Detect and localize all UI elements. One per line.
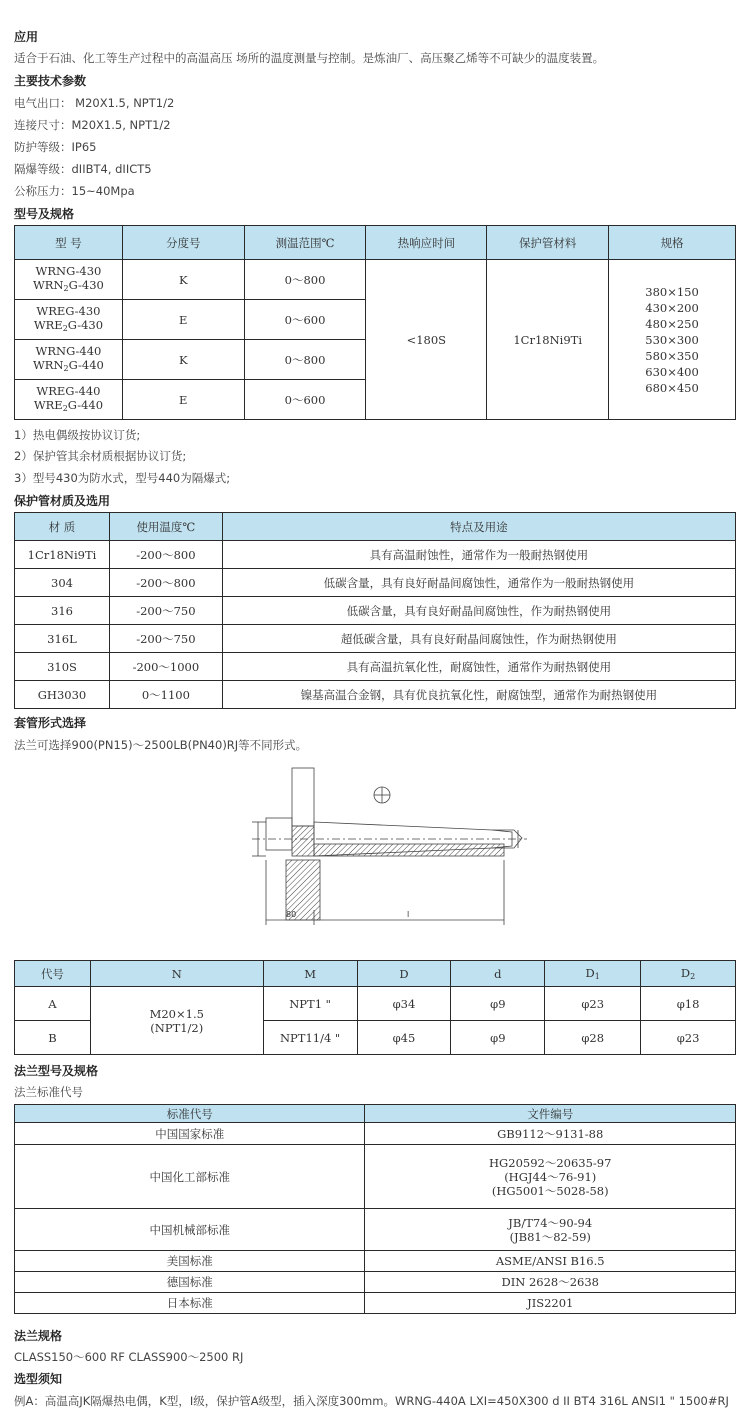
tube-use: 具有高温抗氧化性，耐腐蚀性，通常作为耐热钢使用	[222, 653, 735, 681]
dims-header: M	[263, 961, 357, 987]
tube-heading: 保护管材质及选用	[14, 494, 111, 508]
tube-row	[15, 597, 736, 625]
tube-hatch	[314, 844, 504, 856]
range-cell: 0～800	[244, 260, 366, 300]
tube-use: 镍基高温合金钢，具有优良抗氧化性，耐腐蚀型，通常作为耐热钢使用	[222, 681, 735, 709]
tube-row	[15, 569, 736, 597]
models-heading: 型号及规格	[14, 207, 75, 221]
tube-temp: -200～800	[109, 541, 222, 569]
response-cell: <180S	[366, 260, 487, 420]
flange-row	[15, 1251, 736, 1272]
sleeve-heading: 套管形式选择	[14, 716, 87, 730]
flange-doc: GB9112～9131-88	[365, 1123, 736, 1145]
dims-header: 代号	[15, 961, 91, 987]
range-cell: 0～600	[244, 300, 366, 340]
model-cell: WRNG-440 $WRN_2G-440$	[15, 340, 123, 380]
flange-std: 中国国家标准	[15, 1123, 365, 1145]
dims-code: B	[15, 1021, 91, 1055]
param-item: 公称压力：15~40Mpa	[14, 184, 135, 198]
tube-temp: 0～1100	[109, 681, 222, 709]
flange-header: 文件编号	[365, 1105, 736, 1123]
models-header: 测温范围℃	[244, 226, 366, 260]
model-cell: WREG-440 $WRE_2G-440$	[15, 380, 123, 420]
tube-temp: -200～750	[109, 625, 222, 653]
flange-table	[14, 1104, 736, 1314]
tube-row	[15, 653, 736, 681]
tube-material: 316	[15, 597, 110, 625]
range-cell: 0～600	[244, 380, 366, 420]
flange-std: 中国化工部标准	[15, 1145, 365, 1209]
tube-row	[15, 681, 736, 709]
param-item: 防护等级：IP65	[14, 140, 97, 154]
tube-header: 特点及用途	[222, 513, 735, 541]
flange-spec-text: CLASS150～600 RF CLASS900～2500 RJ	[14, 1350, 244, 1364]
models-header: 保护管材料	[487, 226, 609, 260]
flange-std: 美国标准	[15, 1251, 365, 1272]
flange-row	[15, 1209, 736, 1251]
model-cell: WRNG-430 $WRN_2G-430$	[15, 260, 123, 300]
tube-temp: -200～800	[109, 569, 222, 597]
dims-row	[15, 987, 736, 1021]
flange-doc: HG20592～20635-97 (HGJ44～76-91) (HG5001～5028-58)	[365, 1145, 736, 1209]
model-note: 3）型号430为防水式，型号440为隔爆式;	[14, 471, 231, 485]
flange-spec-heading: 法兰规格	[14, 1329, 63, 1343]
model-note: 1）热电偶级按协议订货;	[14, 428, 141, 442]
dims-D1: φ23	[545, 987, 641, 1021]
flange-row	[15, 1293, 736, 1314]
tube-table	[14, 512, 736, 709]
dims-header: d	[451, 961, 545, 987]
grade-cell: E	[122, 380, 244, 420]
tube-material: GH3030	[15, 681, 110, 709]
dims-D1: φ28	[545, 1021, 641, 1055]
tube-row	[15, 541, 736, 569]
dims-table	[14, 960, 736, 1055]
models-header: 分度号	[122, 226, 244, 260]
tube-material: 1Cr18Ni9Ti	[15, 541, 110, 569]
models-row	[15, 260, 736, 300]
sleeve-text: 法兰可选择900(PN15)～2500LB(PN40)RJ等不同形式。	[14, 738, 308, 752]
param-item: 隔爆等级：dIIBT4, dIICT5	[14, 162, 152, 176]
param-item: 电气出口： M20X1.5, NPT1/2	[14, 96, 175, 110]
params-heading: 主要技术参数	[14, 74, 87, 88]
models-header: 规格	[609, 226, 736, 260]
dims-code: A	[15, 987, 91, 1021]
tube-header: 材 质	[15, 513, 110, 541]
dims-n: M20×1.5 (NPT1/2)	[90, 987, 263, 1055]
dims-header: N	[90, 961, 263, 987]
thermowell-drawing	[222, 760, 532, 935]
tube-material: 304	[15, 569, 110, 597]
model-cell: WREG-430 $WRE_2G-430$	[15, 300, 123, 340]
dims-D: φ34	[357, 987, 451, 1021]
tube-use: 低碳含量，具有良好耐晶间腐蚀性，通常作为一般耐热钢使用	[222, 569, 735, 597]
models-table	[14, 225, 736, 420]
tube-row	[15, 625, 736, 653]
application-heading: 应用	[14, 30, 39, 44]
flange-doc: ASME/ANSI B16.5	[365, 1251, 736, 1272]
flange-doc: JB/T74～90-94 (JB81～82-59)	[365, 1209, 736, 1251]
tube-temp: -200～1000	[109, 653, 222, 681]
flange-hatch	[292, 826, 314, 856]
flange-heading: 法兰型号及规格	[14, 1064, 99, 1078]
dims-D: φ45	[357, 1021, 451, 1055]
flange-doc: DIN 2628～2638	[365, 1272, 736, 1293]
models-header: 热响应时间	[366, 226, 487, 260]
tube-use: 超低碳含量，具有良好耐晶间腐蚀性，作为耐热钢使用	[222, 625, 735, 653]
dims-D2: φ18	[641, 987, 736, 1021]
selection-heading: 选型须知	[14, 1372, 63, 1386]
dims-header: $D_1$	[545, 961, 641, 987]
hex-boss	[266, 818, 292, 850]
dims-header: $D_2$	[641, 961, 736, 987]
flange-std: 日本标准	[15, 1293, 365, 1314]
dims-m: NPT11/4 "	[263, 1021, 357, 1055]
specs-cell: 380×150 430×200 480×250 530×300 580×350 630×400 680×450	[609, 260, 736, 420]
flange-row	[15, 1272, 736, 1293]
tube-use: 低碳含量，具有良好耐晶间腐蚀性，作为耐热钢使用	[222, 597, 735, 625]
flange-std: 德国标准	[15, 1272, 365, 1293]
flange-subheading: 法兰标准代号	[14, 1085, 83, 1099]
dim-l-label: l	[407, 910, 410, 919]
tube-temp: -200～750	[109, 597, 222, 625]
dims-D2: φ23	[641, 1021, 736, 1055]
tube-material: 316L	[15, 625, 110, 653]
flange-doc: JIS2201	[365, 1293, 736, 1314]
grade-cell: K	[122, 260, 244, 300]
dims-m: NPT1 "	[263, 987, 357, 1021]
material-cell: 1Cr18Ni9Ti	[487, 260, 609, 420]
grade-cell: E	[122, 300, 244, 340]
selection-text: 例A：高温高JK隔爆热电偶，K型，I级，保护管A级型，插入深度300mm。WRNG-440A LXI=450X300 d II BT4 316L ANSI1 " 1500#RJ	[14, 1394, 729, 1408]
tube-material: 310S	[15, 653, 110, 681]
dim-80-label: 80	[286, 910, 297, 919]
flange-row	[15, 1145, 736, 1209]
dims-header: D	[357, 961, 451, 987]
grade-cell: K	[122, 340, 244, 380]
dims-d: φ9	[451, 1021, 545, 1055]
tube-header: 使用温度℃	[109, 513, 222, 541]
flange-row	[15, 1123, 736, 1145]
tube-use: 具有高温耐蚀性，通常作为一般耐热钢使用	[222, 541, 735, 569]
models-header: 型 号	[15, 226, 123, 260]
flange-header: 标准代号	[15, 1105, 365, 1123]
model-note: 2）保护管其余材质根据协议订货;	[14, 449, 187, 463]
range-cell: 0～800	[244, 340, 366, 380]
param-item: 连接尺寸：M20X1.5, NPT1/2	[14, 118, 171, 132]
flange-upper	[292, 768, 314, 826]
dims-d: φ9	[451, 987, 545, 1021]
flange-std: 中国机械部标准	[15, 1209, 365, 1251]
application-text: 适合于石油、化工等生产过程中的高温高压 场所的温度测量与控制。是炼油厂、高压聚乙烯等不可缺少的温度装置。	[14, 51, 605, 65]
